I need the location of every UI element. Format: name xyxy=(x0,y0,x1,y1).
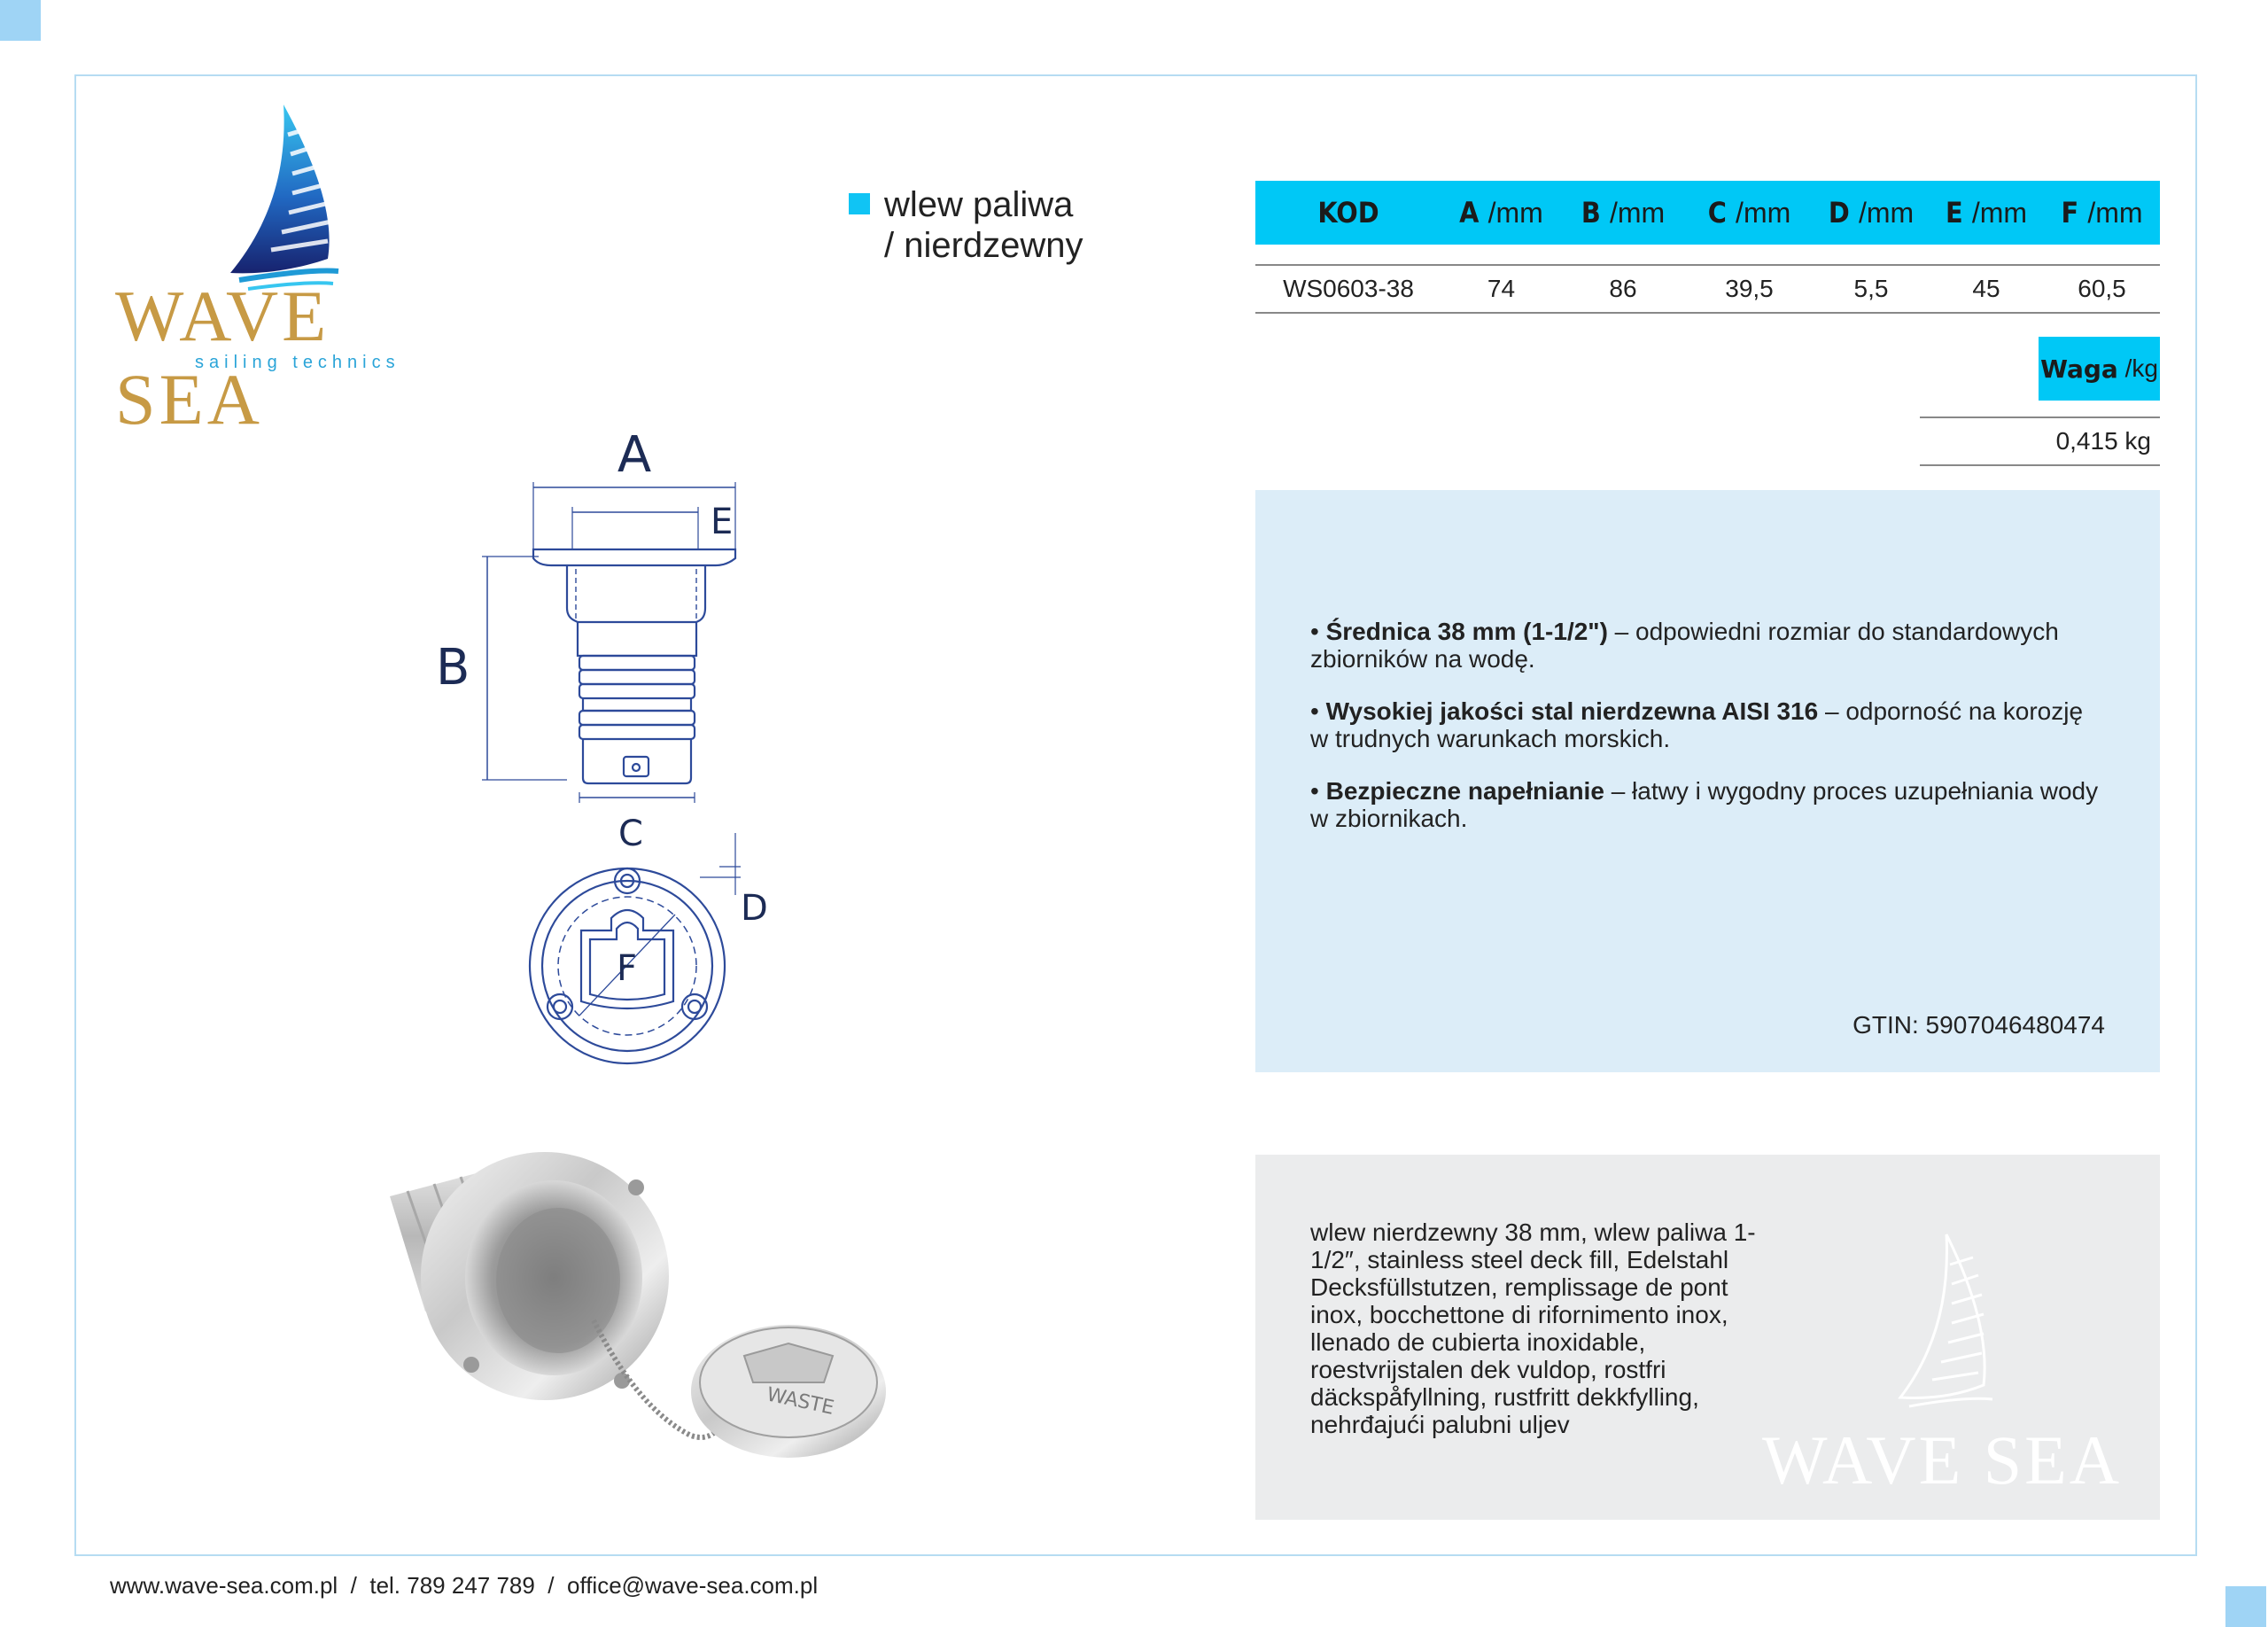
features-box xyxy=(1255,490,2160,1072)
weight-label: Waga xyxy=(2040,354,2118,384)
product-photo xyxy=(372,1143,886,1471)
header-c: C /mm xyxy=(1707,196,1791,230)
corner-marker-bottom-right xyxy=(2225,1586,2266,1627)
weight-header xyxy=(2039,337,2160,401)
feature-item: • Bezpieczne napełnianie – łatwy i wygodny proces uzupełniania wody w zbiornikach. xyxy=(1310,777,2099,832)
dim-label-b: B xyxy=(436,639,470,697)
weight-unit: /kg xyxy=(2124,354,2158,382)
gtin-code: GTIN: 5907046480474 xyxy=(1852,1011,2105,1039)
sail-logo-icon xyxy=(106,99,478,294)
title-marker-icon xyxy=(849,193,870,214)
product-title-line1: wlew paliwa xyxy=(884,185,1074,224)
description-text: wlew nierdzewny 38 mm, wlew paliwa 1-1/2″, stainless steel deck fill, Edelstahl Decksfüllstutzen, remplissage de pont inox, bocchettone di rifornimento inox, llenado de cubierta inoxidable, roestvrijstalen dek vuldop, rostfri däckspåfyllning, rustfritt dekkfylling, nehrđajući palubni uljev xyxy=(1310,1218,1756,1438)
cell-f: 60,5 xyxy=(2078,275,2126,302)
spec-table-row xyxy=(1255,264,2160,314)
dim-label-d: D xyxy=(741,888,768,929)
dim-label-a: A xyxy=(617,426,652,484)
header-kod: KOD xyxy=(1317,196,1379,230)
cell-kod: WS0603-38 xyxy=(1283,275,1414,302)
cell-d: 5,5 xyxy=(1853,275,1889,302)
logo-tagline: sailing technics xyxy=(195,353,400,372)
product-title-line2: / nierdzewny xyxy=(884,226,1084,265)
cell-c: 39,5 xyxy=(1725,275,1774,302)
footer-contact xyxy=(110,1572,818,1600)
product-title xyxy=(884,184,1084,266)
technical-drawing xyxy=(434,416,788,1090)
dim-label-f: F xyxy=(617,948,638,989)
feature-item: • Średnica 38 mm (1-1/2") – odpowiedni rozmiar do standardowych zbiorników na wodę. xyxy=(1310,618,2059,673)
description-box xyxy=(1255,1155,2160,1520)
footer-email-link[interactable]: office@wave-sea.com.pl xyxy=(566,1572,819,1599)
spec-table-header xyxy=(1255,181,2160,245)
logo-wordmark: WAVE SEA xyxy=(115,276,330,440)
header-f: F /mm xyxy=(2061,196,2143,230)
watermark-wordmark: WAVE SEA xyxy=(1762,1421,2123,1499)
header-d: D /mm xyxy=(1828,196,1915,230)
footer-phone[interactable]: tel. 789 247 789 xyxy=(369,1572,535,1599)
footer-separator: / xyxy=(548,1572,555,1599)
dim-label-e: E xyxy=(711,502,734,542)
header-a: A /mm xyxy=(1459,196,1543,230)
cell-a: 74 xyxy=(1487,275,1516,302)
cap-engraving: WASTE xyxy=(765,1383,836,1420)
footer-separator: / xyxy=(350,1572,357,1599)
brand-logo xyxy=(106,99,478,440)
cell-e: 45 xyxy=(1972,275,2000,302)
header-e: E /mm xyxy=(1945,196,2028,230)
corner-marker-top-left xyxy=(0,0,41,41)
feature-item: • Wysokiej jakości stal nierdzewna AISI 316 – odporność na korozję w trudnych warunkach morskich. xyxy=(1310,697,2084,752)
footer-website-link[interactable]: www.wave-sea.com.pl xyxy=(110,1572,338,1599)
dim-label-c: C xyxy=(618,814,643,854)
cell-b: 86 xyxy=(1609,275,1637,302)
weight-value: 0,415 kg xyxy=(1920,416,2160,466)
header-b: B /mm xyxy=(1581,196,1666,230)
